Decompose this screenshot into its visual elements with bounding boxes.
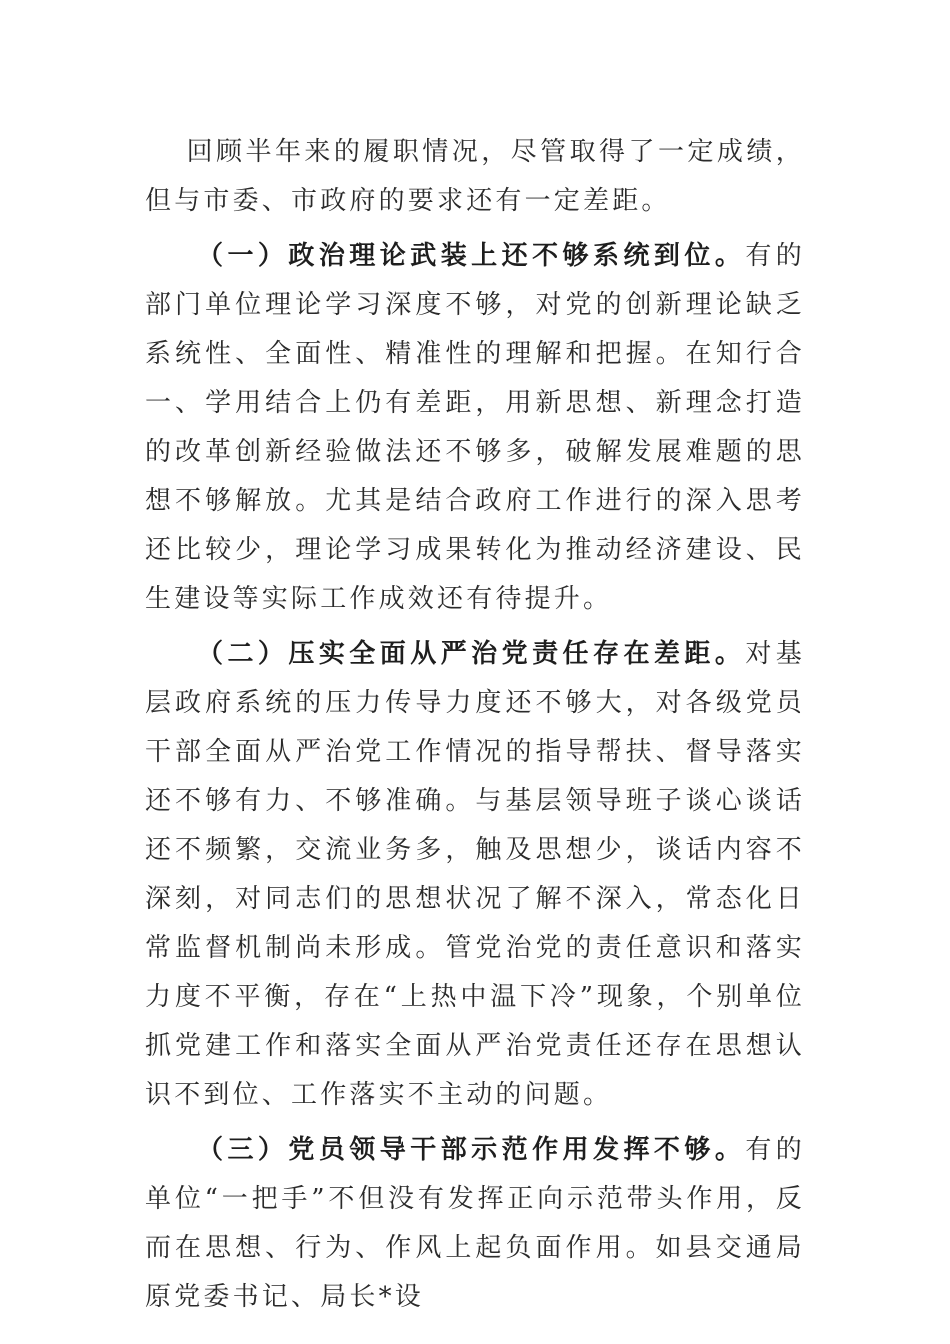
intro-paragraph: 回顾半年来的履职情况，尽管取得了一定成绩，但与市委、市政府的要求还有一定差距。 xyxy=(145,137,805,216)
section-2-paragraph xyxy=(145,630,805,1120)
section-1-body: 有的部门单位理论学习深度不够，对党的创新理论缺乏系统性、全面性、精准性的理解和把握。在知行合一、学用结合上仍有差距，用新思想、新理念打造的改革创新经验做法还不够多，破解发展难题的思想不够解放。尤其是结合政府工作进行的深入思考还比较少，理论学习成果转化为推动经济建设、民生建设等实际工作成效还有待提升。 xyxy=(145,241,805,614)
section-1-paragraph xyxy=(145,232,805,624)
section-3-paragraph xyxy=(145,1126,805,1322)
section-1-heading: （一）政治理论武装上还不够系统到位。 xyxy=(197,241,746,271)
section-2-heading: （二）压实全面从严治党责任存在差距。 xyxy=(197,639,746,669)
document-body xyxy=(145,128,805,1328)
section-2-body: 对基层政府系统的压力传导力度还不够大，对各级党员干部全面从严治党工作情况的指导帮扶、督导落实还不够有力、不够准确。与基层领导班子谈心谈话还不频繁，交流业务多，触及思想少，谈话内容不深刻，对同志们的思想状况了解不深入，常态化日常监督机制尚未形成。管党治党的责任意识和落实力度不平衡，存在“上热中温下冷”现象，个别单位抓党建工作和落实全面从严治党责任还存在思想认识不到位、工作落实不主动的问题。 xyxy=(145,639,805,1110)
section-3-body: 有的单位“一把手”不但没有发挥正向示范带头作用，反而在思想、行为、作风上起负面作用。如县交通局原党委书记、局长*设 xyxy=(145,1135,805,1312)
section-3-heading: （三）党员领导干部示范作用发挥不够。 xyxy=(197,1135,746,1165)
